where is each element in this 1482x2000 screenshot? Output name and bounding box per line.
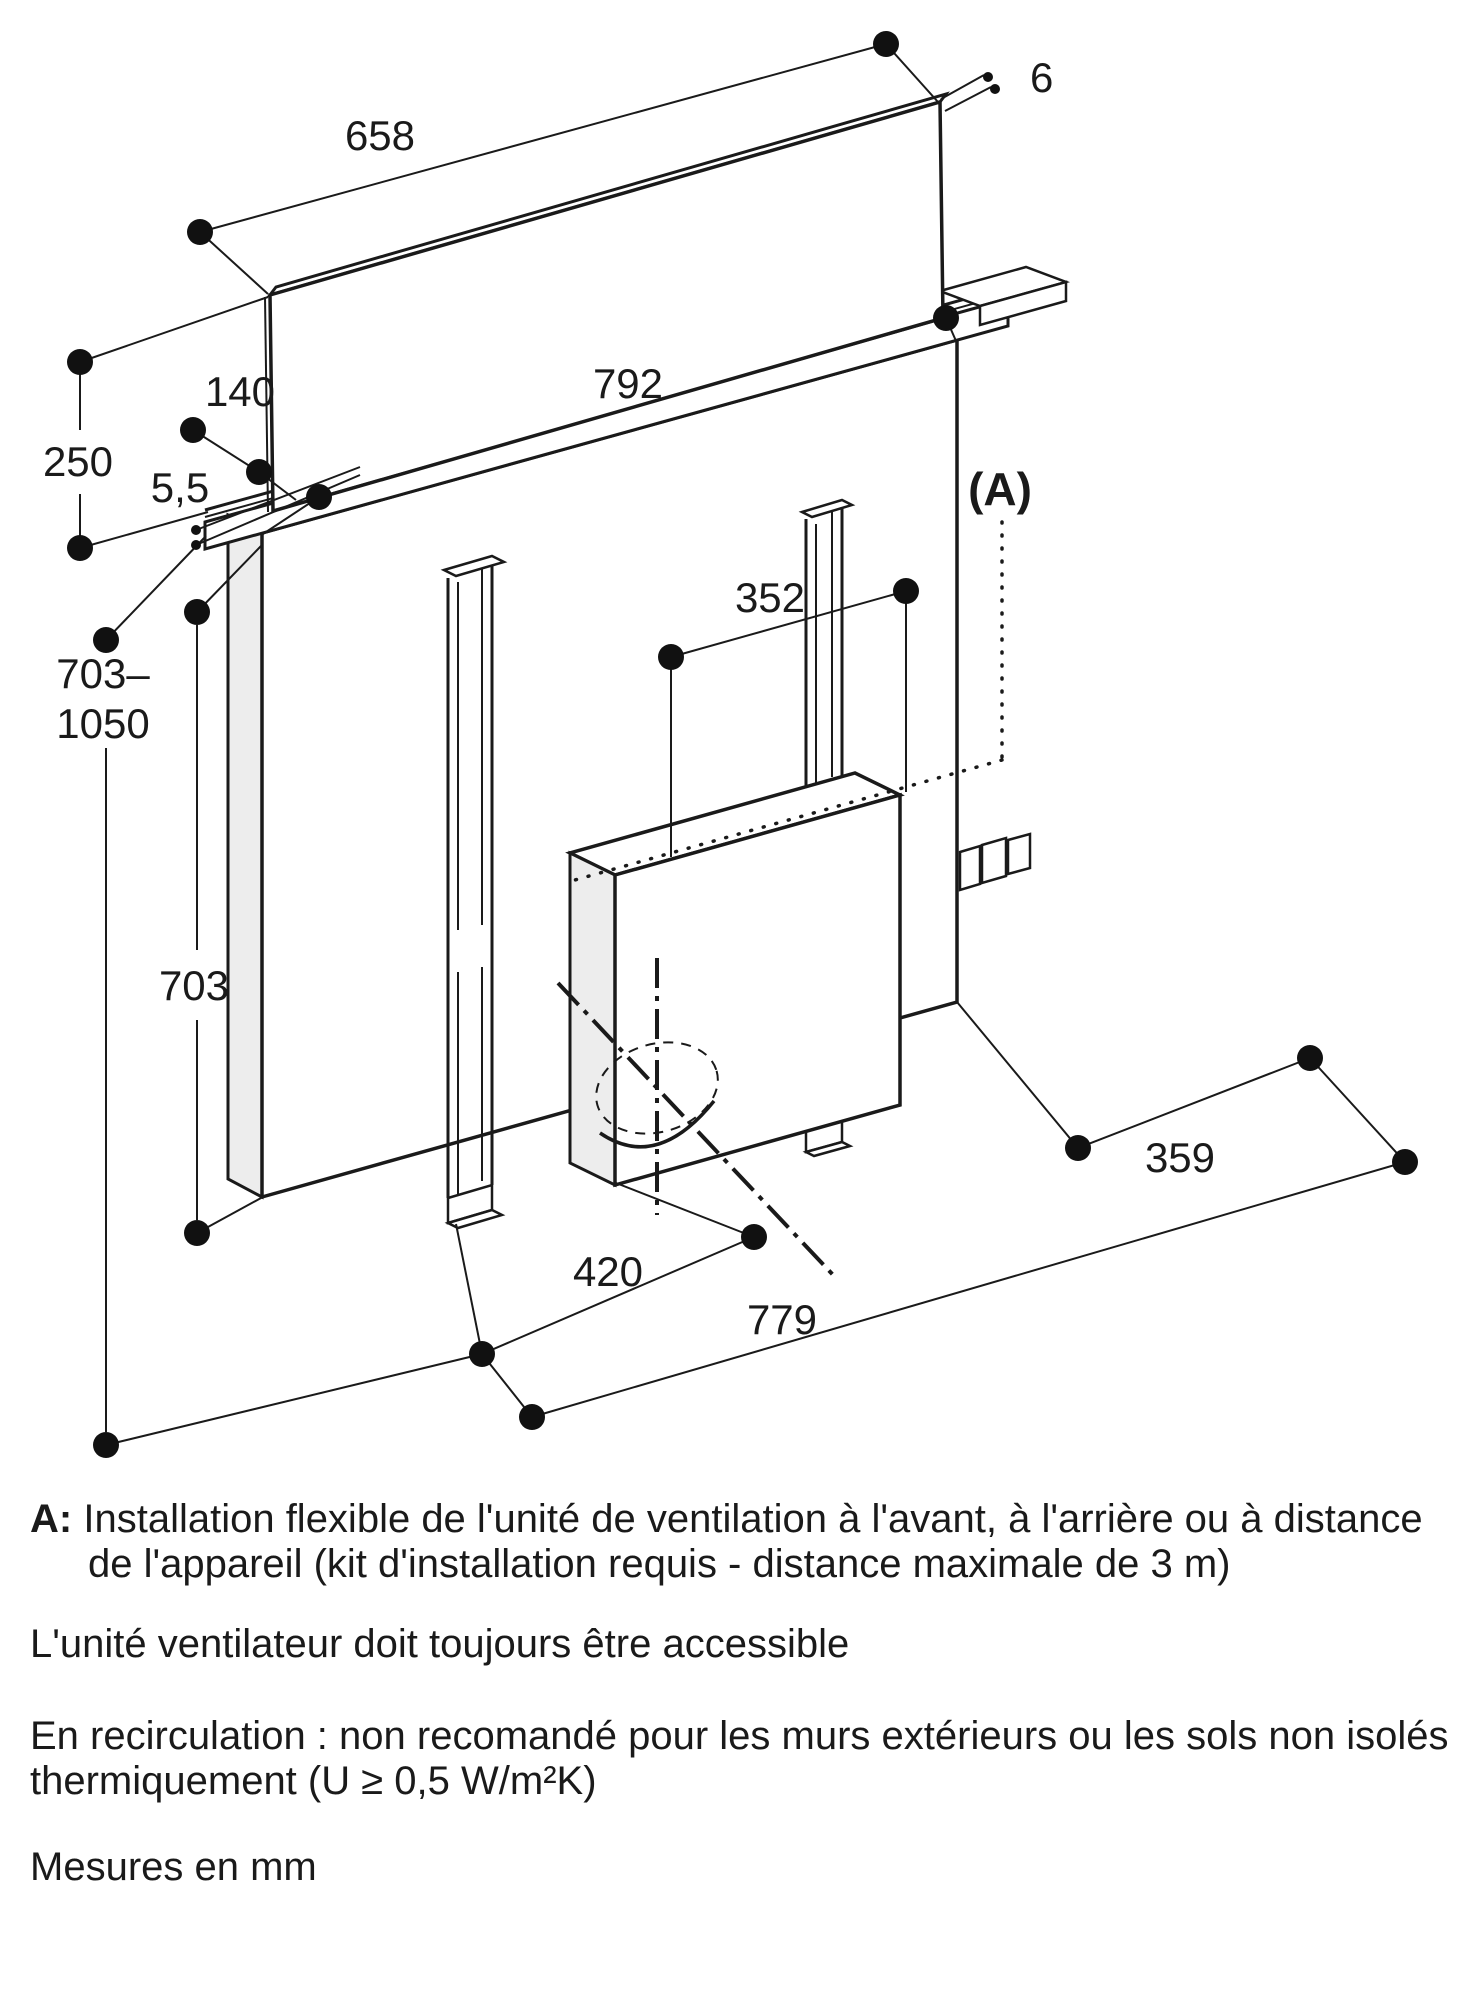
dot-250-bottom xyxy=(67,535,93,561)
dot-792-left xyxy=(306,484,332,510)
dim-6-leader-2 xyxy=(945,87,991,111)
dim-359-label: 359 xyxy=(1144,1134,1216,1181)
dim-779-line xyxy=(532,1162,1405,1417)
power-connector xyxy=(960,834,1030,890)
dot-55-b xyxy=(191,540,201,550)
dot-779-right xyxy=(1392,1149,1418,1175)
dim-703-1050-label-line1: 703– xyxy=(56,650,150,697)
connector-block-1 xyxy=(960,846,980,890)
dim-658-leader-left xyxy=(200,232,268,294)
note-accessibility: L'unité ventilateur doit toujours être accessible xyxy=(30,1622,850,1666)
dot-703-top xyxy=(184,599,210,625)
dim-352-label: 352 xyxy=(734,574,806,621)
note-a-line1-text: Installation flexible de l'unité de ventilation à l'avant, à l'arrière ou à distance xyxy=(83,1497,1423,1541)
dot-352-right xyxy=(893,578,919,604)
dim-140-label: 140 xyxy=(204,368,276,415)
dot-352-left xyxy=(658,644,684,670)
dim-359-leader xyxy=(957,1002,1078,1148)
dim-250-leader-top xyxy=(80,297,268,362)
dim-55-label: 5,5 xyxy=(150,464,210,511)
dim-359-connector xyxy=(1310,1058,1405,1162)
dim-420-leader-right xyxy=(616,1183,754,1237)
note-a-line1 xyxy=(30,1496,1423,1542)
dim-703-label: 703 xyxy=(158,962,230,1009)
dim-6-label: 6 xyxy=(1030,54,1054,101)
dot-250-top xyxy=(67,349,93,375)
dim-250-leader-bottom xyxy=(80,512,208,548)
dim-703-1050-leader-bottom xyxy=(106,1354,482,1445)
dim-6-leader-1 xyxy=(941,75,984,99)
dot-658-right xyxy=(873,31,899,57)
dot-779-left xyxy=(519,1404,545,1430)
dim-779-label: 779 xyxy=(746,1296,818,1343)
dot-359-left xyxy=(1065,1135,1091,1161)
dim-420-leader-left xyxy=(456,1224,482,1354)
dot-6-a xyxy=(983,72,993,82)
dim-792-label: 792 xyxy=(592,360,664,407)
note-recirc-line2: thermiquement (U ≥ 0,5 W/m²K) xyxy=(30,1759,597,1803)
dim-250-label: 250 xyxy=(42,438,114,485)
dot-420-right xyxy=(741,1224,767,1250)
dim-420-label: 420 xyxy=(572,1248,644,1295)
connector-block-2 xyxy=(982,838,1006,883)
dim-658-label: 658 xyxy=(344,112,416,159)
dot-703-1050-bottom xyxy=(93,1432,119,1458)
dot-140-b xyxy=(246,459,272,485)
blower-side-face xyxy=(570,853,615,1185)
dot-359-right xyxy=(1297,1045,1323,1071)
dim-703-1050-label-line2: 1050 xyxy=(56,700,150,747)
dot-703-bottom xyxy=(184,1220,210,1246)
ref-a-label: (A) xyxy=(968,463,1032,515)
connector-block-3 xyxy=(1008,834,1030,874)
dot-6-b xyxy=(990,84,1000,94)
dot-420-left xyxy=(469,1341,495,1367)
blower-unit xyxy=(558,773,900,1277)
dot-792-right xyxy=(933,305,959,331)
note-a-prefix: A: xyxy=(30,1497,73,1541)
note-units: Mesures en mm xyxy=(30,1845,317,1889)
rear-panel-side-face xyxy=(228,515,262,1197)
dot-140-a xyxy=(180,417,206,443)
note-a-line2: de l'appareil (kit d'installation requis - distance maximale de 3 m) xyxy=(88,1542,1231,1586)
note-recirc-line1: En recirculation : non recomandé pour les murs extérieurs ou les sols non isolés xyxy=(30,1714,1449,1758)
dot-55-a xyxy=(191,525,201,535)
dot-658-left xyxy=(187,219,213,245)
dim-703-1050-leader-top xyxy=(106,536,206,640)
